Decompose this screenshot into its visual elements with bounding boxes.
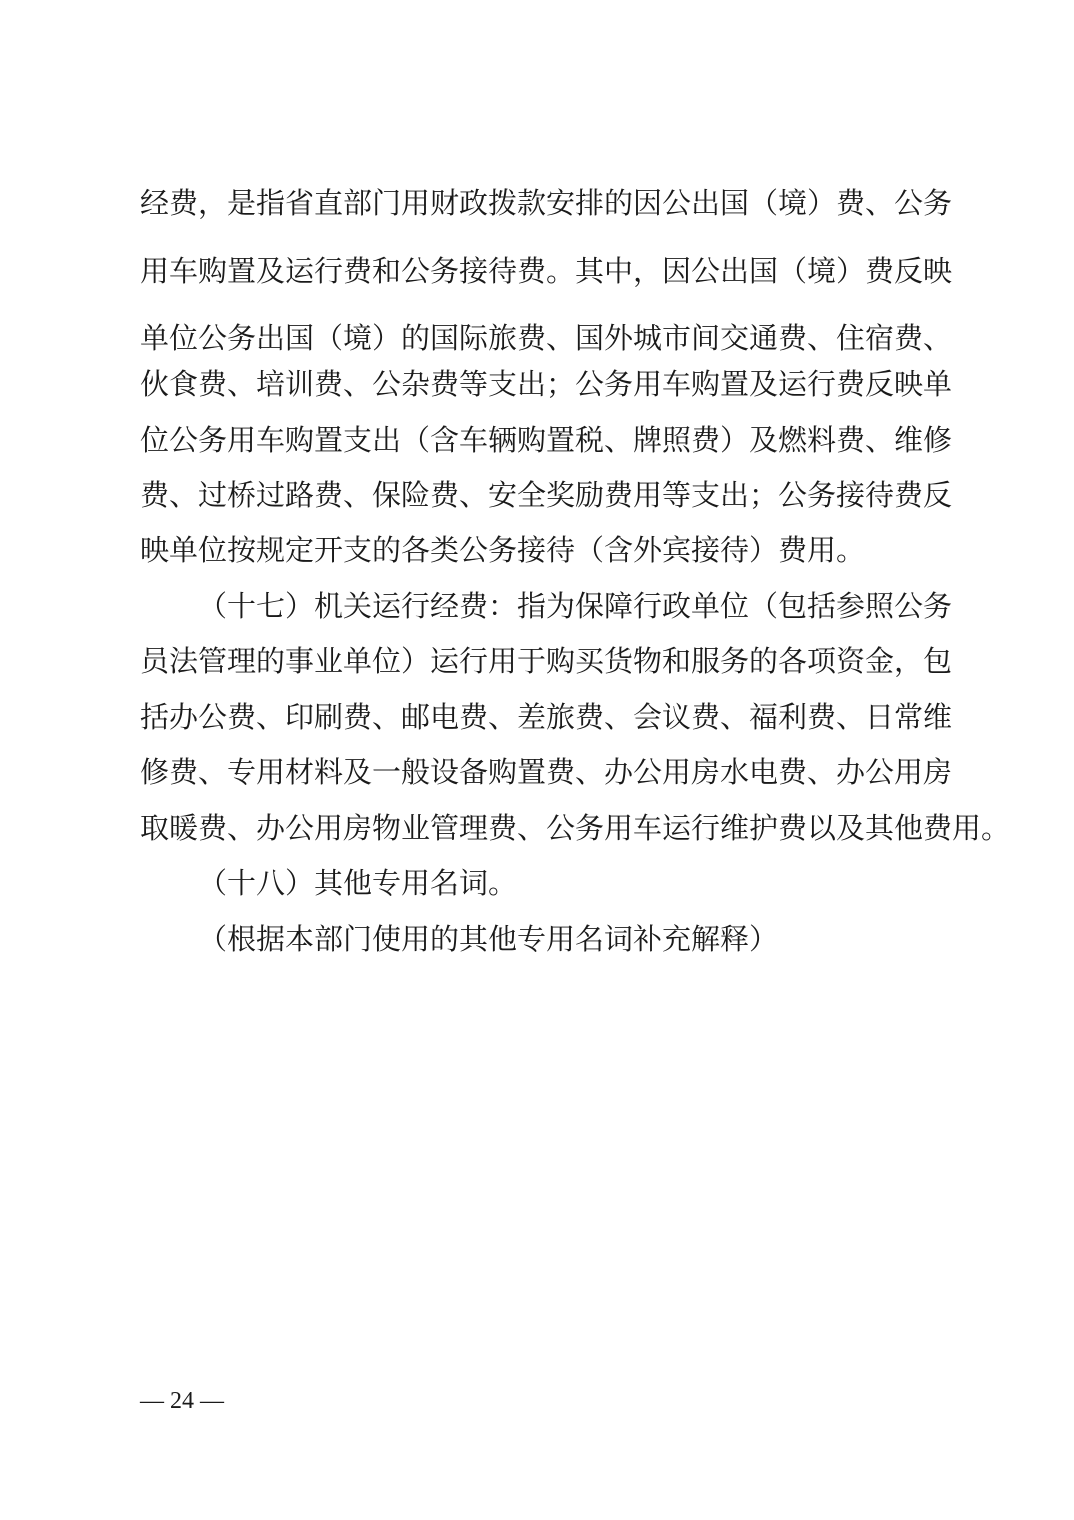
paragraph-1-line-2: 用车购置及运行费和公务接待费。其中，因公出国（境）费反映 <box>140 254 953 288</box>
paragraph-2-line-2: 员法管理的事业单位）运行用于购买货物和服务的各项资金，包 <box>140 644 953 678</box>
paragraph-1-line-5: 位公务用车购置支出（含车辆购置税、牌照费）及燃料费、维修 <box>140 423 953 457</box>
paragraph-3-line-1: （十八）其他专用名词。 <box>198 866 518 900</box>
paragraph-1-line-4: 伙食费、培训费、公杂费等支出；公务用车购置及运行费反映单 <box>140 367 953 401</box>
paragraph-4-line-1: （根据本部门使用的其他专用名词补充解释） <box>198 922 779 956</box>
paragraph-2-line-4: 修费、专用材料及一般设备购置费、办公用房水电费、办公用房 <box>140 755 953 789</box>
paragraph-2-line-1: （十七）机关运行经费：指为保障行政单位（包括参照公务 <box>198 589 953 623</box>
paragraph-2-line-5: 取暖费、办公用房物业管理费、公务用车运行维护费以及其他费用。 <box>140 811 1011 845</box>
paragraph-1-line-7: 映单位按规定开支的各类公务接待（含外宾接待）费用。 <box>140 533 866 567</box>
paragraph-2-line-3: 括办公费、印刷费、邮电费、差旅费、会议费、福利费、日常维 <box>140 700 953 734</box>
paragraph-1-line-1: 经费，是指省直部门用财政拨款安排的因公出国（境）费、公务 <box>140 186 953 220</box>
page-number: — 24 — <box>140 1388 224 1414</box>
paragraph-1-line-3: 单位公务出国（境）的国际旅费、国外城市间交通费、住宿费、 <box>140 321 953 355</box>
paragraph-1-line-6: 费、过桥过路费、保险费、安全奖励费用等支出；公务接待费反 <box>140 478 953 512</box>
